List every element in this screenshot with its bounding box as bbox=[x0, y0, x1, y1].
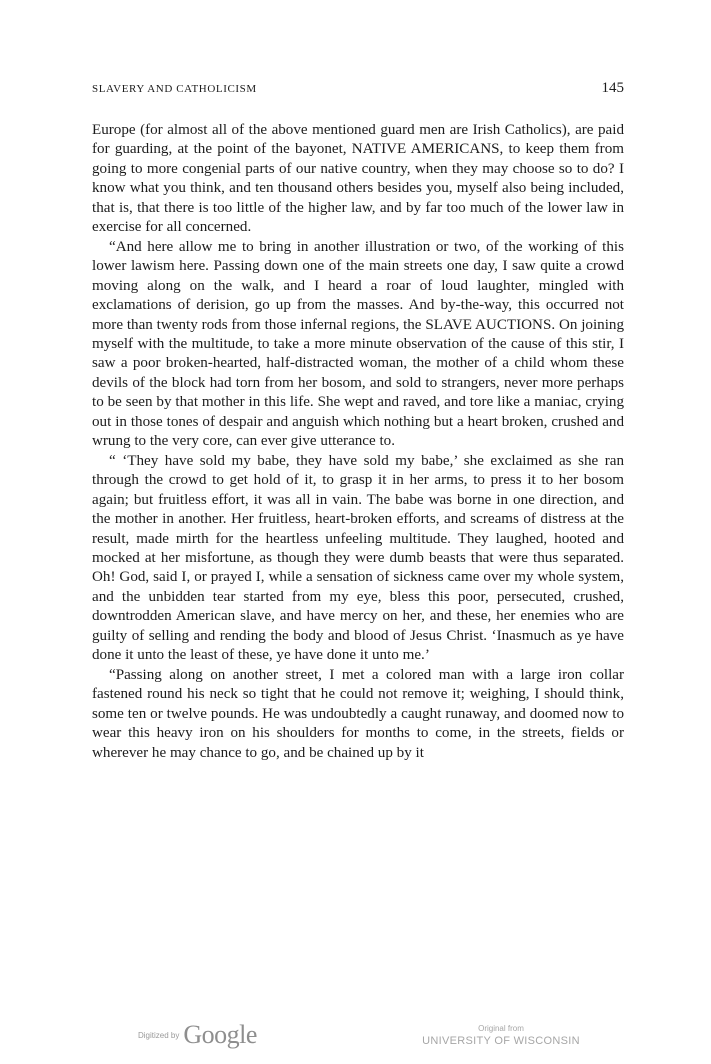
university-label: UNIVERSITY OF WISCONSIN bbox=[422, 1035, 580, 1047]
paragraph-1: Europe (for almost all of the above mentioned guard men are Irish Catholics), are paid for guarding, at the point of the bayonet, NATIVE AMERICANS, to keep them from going to more congenial parts of our native country, when they may choose so to do? I know what you think, and ten thousand others besides you, myself also being included, that is, that there is too little of the higher law, and by far too much of the lower law in exercise for all concerned. bbox=[92, 122, 624, 236]
digitized-by-google-watermark bbox=[138, 1020, 257, 1050]
body-text bbox=[92, 121, 624, 763]
paragraph-4: “Passing along on another street, I met a colored man with a large iron collar fastened round his neck so tight that he could not remove it; weighing, I should think, some ten or twelve pounds. He was undoubtedly a caught runaway, and doomed now to wear this heavy iron on his shoulders for months to come, in the streets, fields or wherever he may chance to go, and be chained up by it bbox=[92, 666, 624, 761]
original-source-watermark bbox=[416, 1024, 586, 1048]
running-head: SLAVERY AND CATHOLICISM bbox=[92, 83, 257, 95]
page-header bbox=[92, 80, 624, 97]
paragraph-2: “And here allow me to bring in another illustration or two, of the working of this lower lawism here. Passing down one of the main streets one day, I saw quite a crowd moving along on the walk, and I heard a roar of loud laughter, mingled with exclamations of derision, go up from the masses. And by-the-way, this occurred not more than twenty rods from those infernal regions, the SLAVE AUCTIONS. On joining myself with the multitude, to take a more minute observation of the cause of this stir, I saw a poor broken-hearted, half-distracted woman, the mother of a child whom these devils of the block had torn from her bosom, and sold to strangers, never more perhaps to be seen by that mother in this life. She wept and raved, and tore like a maniac, crying out in those tones of despair and anguish which nothing but a heart broken, crushed and wrung to the very core, can ever give utterance to. bbox=[92, 238, 624, 450]
google-logo: Google bbox=[183, 1020, 257, 1049]
digitized-by-label: Digitized by bbox=[138, 1030, 180, 1040]
original-from-label: Original from bbox=[478, 1024, 524, 1033]
paragraph-3: “ ‘They have sold my babe, they have sold my babe,’ she exclaimed as she ran through the crowd to get hold of it, to grasp it in her arms, to press it to her bosom again; but fruitless effort, it was all in vain. The babe was borne in one direction, and the mother in another. Her fruitless, heart-broken efforts, and screams of distress at the result, made mirth for the heartless unfeeling multitude. They laughed, hooted and mocked at her misfortune, as though they were dumb beasts that were thus separated. Oh! God, said I, or prayed I, while a sensation of sickness came over my whole system, and the unbidden tear started from my eye, bless this poor, persecuted, crushed, downtrodden American slave, and have mercy on her, and these, her enemies who are guilty of selling and rending the body and blood of Jesus Christ. ‘Inasmuch as ye have done it unto the least of these, ye have done it unto me.’ bbox=[92, 452, 624, 664]
page-number: 145 bbox=[601, 80, 624, 96]
